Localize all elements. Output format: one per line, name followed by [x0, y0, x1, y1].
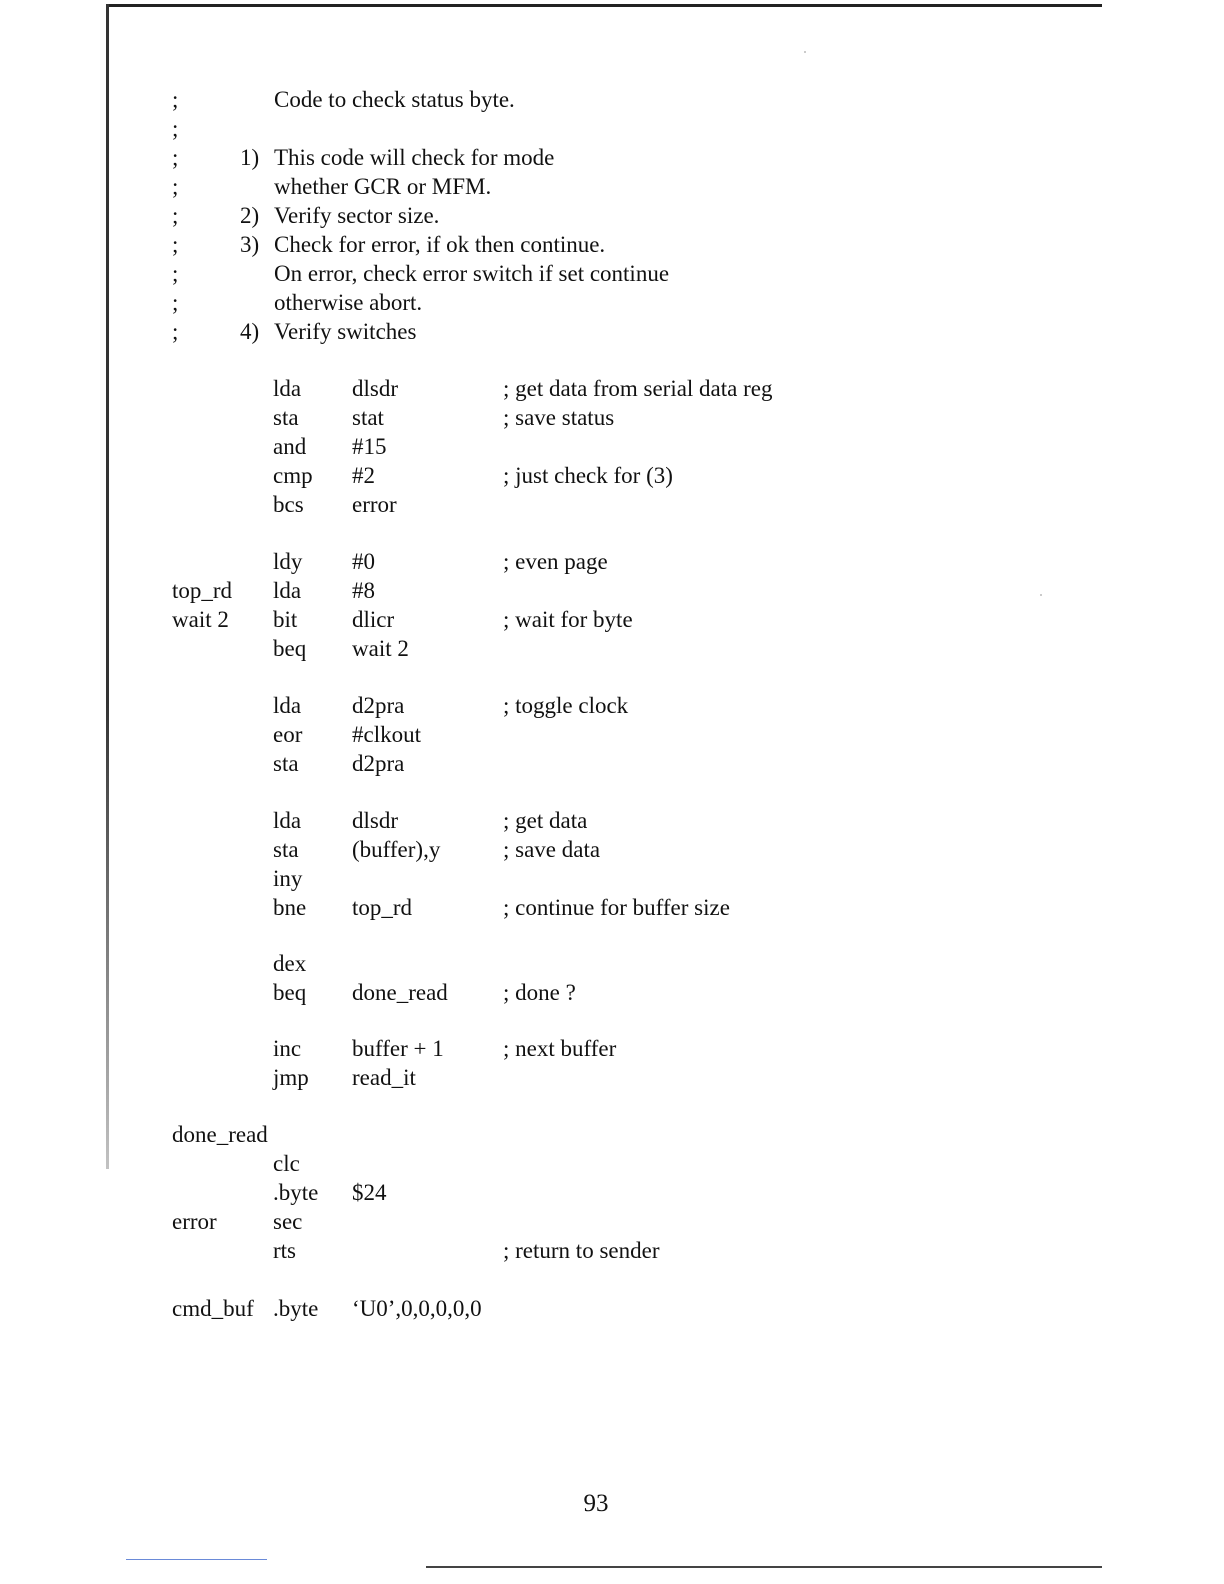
code-operand: #2: [352, 463, 375, 488]
code-operand: #8: [352, 578, 375, 603]
comment-text: whether GCR or MFM.: [274, 174, 492, 199]
code-opcode: beq: [273, 980, 307, 1005]
code-opcode: lda: [273, 808, 302, 833]
code-operand: d2pra: [352, 751, 405, 776]
code-operand: $24: [352, 1180, 387, 1205]
page-border-left: [106, 4, 109, 1169]
code-opcode: sta: [273, 751, 299, 776]
code-operand: error: [352, 492, 397, 517]
comment-semicolon: ;: [172, 203, 179, 228]
code-opcode: and: [273, 434, 307, 459]
code-opcode: bit: [273, 607, 298, 632]
code-operand: dlsdr: [352, 808, 398, 833]
page-border-top: [108, 4, 1102, 7]
code-opcode: bcs: [273, 492, 304, 517]
code-opcode: cmp: [273, 463, 313, 488]
code-comment: ; get data from serial data reg: [503, 376, 773, 401]
code-opcode: .byte: [273, 1296, 319, 1321]
code-comment: ; return to sender: [503, 1238, 660, 1263]
comment-semicolon: ;: [172, 290, 179, 315]
comment-text: Check for error, if ok then continue.: [274, 232, 606, 257]
comment-text: otherwise abort.: [274, 290, 423, 315]
comment-semicolon: ;: [172, 261, 179, 286]
code-opcode: lda: [273, 693, 302, 718]
code-operand: (buffer),y: [352, 837, 441, 862]
code-comment: ; continue for buffer size: [503, 895, 730, 920]
comment-semicolon: ;: [172, 145, 179, 170]
comment-semicolon: ;: [172, 87, 179, 112]
code-opcode: bne: [273, 895, 307, 920]
code-opcode: lda: [273, 376, 302, 401]
code-comment: ; just check for (3): [503, 463, 673, 488]
code-opcode: sta: [273, 837, 299, 862]
page-number: 93: [583, 1490, 609, 1517]
code-opcode: clc: [273, 1151, 300, 1176]
code-operand: #0: [352, 549, 375, 574]
code-opcode: jmp: [273, 1065, 309, 1090]
code-operand: #15: [352, 434, 387, 459]
comment-text: On error, check error switch if set continue: [274, 261, 670, 286]
code-opcode: dex: [273, 951, 307, 976]
comment-text: Verify switches: [274, 319, 417, 344]
code-opcode: sta: [273, 405, 299, 430]
code-operand: buffer + 1: [352, 1036, 444, 1061]
code-opcode: eor: [273, 722, 303, 747]
code-label: done_read: [172, 1122, 268, 1147]
code-label: wait 2: [172, 607, 229, 632]
page-border-bottom: [426, 1566, 1102, 1568]
code-operand: dlicr: [352, 607, 395, 632]
code-opcode: sec: [273, 1209, 303, 1234]
comment-text: Code to check status byte.: [274, 87, 515, 112]
code-opcode: beq: [273, 636, 307, 661]
comment-semicolon: ;: [172, 174, 179, 199]
code-operand: top_rd: [352, 895, 413, 920]
list-number: 2): [240, 203, 260, 228]
comment-semicolon: ;: [172, 116, 179, 141]
list-number: 3): [240, 232, 260, 257]
code-label: cmd_buf: [172, 1296, 254, 1321]
code-comment: ; even page: [503, 549, 608, 574]
code-opcode: iny: [273, 866, 303, 891]
code-comment: ; get data: [503, 808, 588, 833]
code-comment: ; wait for byte: [503, 607, 633, 632]
code-operand: dlsdr: [352, 376, 398, 401]
code-opcode: ldy: [273, 549, 303, 574]
code-opcode: .byte: [273, 1180, 319, 1205]
code-label: top_rd: [172, 578, 233, 603]
code-comment: ; next buffer: [503, 1036, 617, 1061]
comment-text: This code will check for mode: [274, 145, 555, 170]
comment-text: Verify sector size.: [274, 203, 440, 228]
code-opcode: rts: [273, 1238, 296, 1263]
list-number: 4): [240, 319, 260, 344]
code-operand: ‘U0’,0,0,0,0,0: [352, 1296, 482, 1321]
code-operand: read_it: [352, 1065, 416, 1090]
code-label: error: [172, 1209, 217, 1234]
code-comment: ; toggle clock: [503, 693, 629, 718]
code-comment: ; done ?: [503, 980, 576, 1005]
code-operand: done_read: [352, 980, 448, 1005]
list-number: 1): [240, 145, 260, 170]
code-opcode: lda: [273, 578, 302, 603]
comment-semicolon: ;: [172, 319, 179, 344]
scan-artifact-line: [126, 1559, 267, 1560]
code-operand: d2pra: [352, 693, 405, 718]
scan-speck: [804, 51, 806, 53]
code-comment: ; save data: [503, 837, 601, 862]
code-comment: ; save status: [503, 405, 615, 430]
scan-speck: [1040, 594, 1042, 596]
comment-semicolon: ;: [172, 232, 179, 257]
code-operand: #clkout: [352, 722, 421, 747]
code-operand: stat: [352, 405, 384, 430]
code-operand: wait 2: [352, 636, 409, 661]
code-opcode: inc: [273, 1036, 302, 1061]
